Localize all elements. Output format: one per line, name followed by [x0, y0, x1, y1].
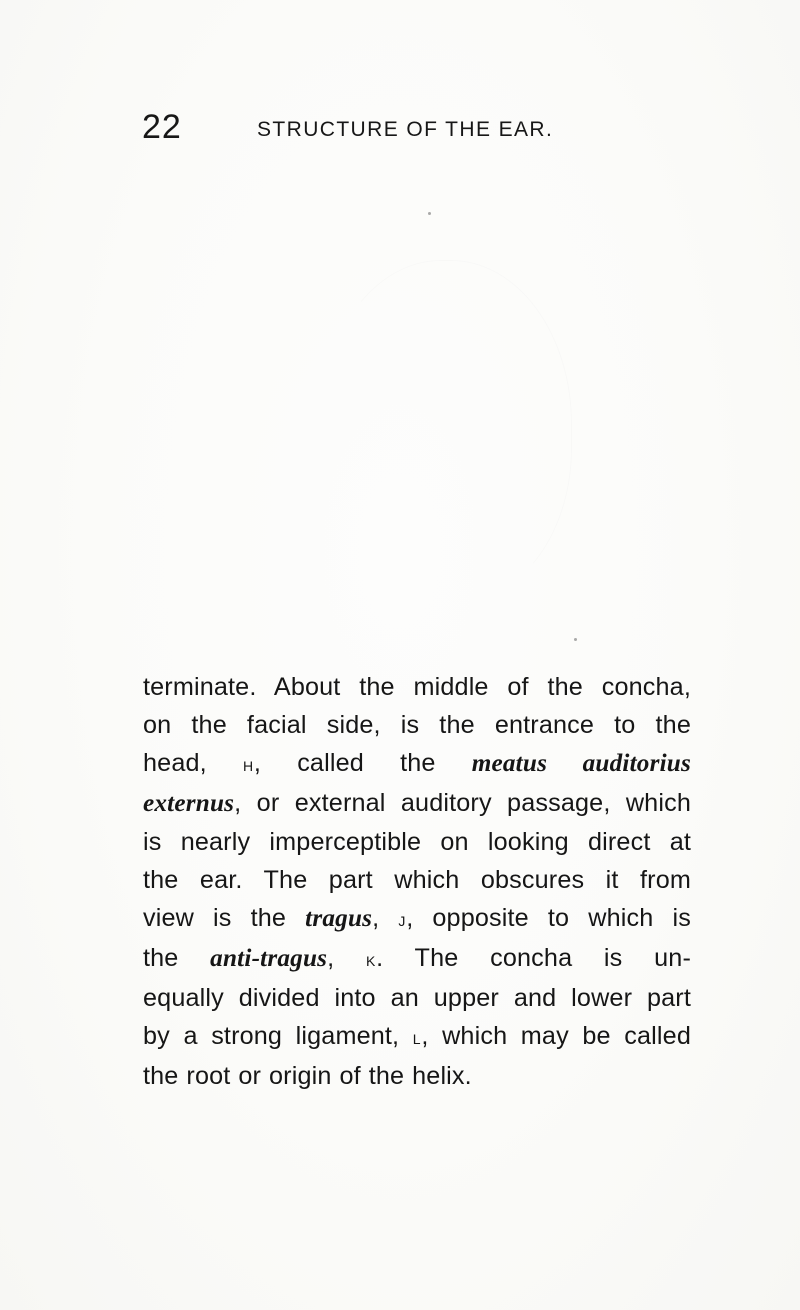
- blank-illustration-area: [260, 230, 640, 650]
- running-title: STRUCTURE OF THE EAR.: [257, 118, 554, 141]
- paper-speck: [428, 212, 431, 215]
- main-paragraph: [143, 668, 691, 1095]
- line-7-end: , opposite to which is: [406, 904, 691, 932]
- text-line-6: the ear. The part which obscures it from: [143, 866, 691, 894]
- paper-speck: [574, 638, 577, 641]
- line-3-middle: , called the: [253, 749, 472, 777]
- line-7-start: view is the: [143, 904, 306, 932]
- text-line-8: [143, 939, 691, 979]
- term-meatus-auditorius: meatus auditorius: [471, 750, 691, 777]
- term-anti-tragus: anti-tragus: [210, 945, 328, 972]
- figure-label-h: h: [242, 753, 254, 776]
- text-line-5: is nearly imperceptible on looking direct at: [143, 828, 691, 856]
- line-4-rest: , or external auditory passage, which: [234, 789, 691, 817]
- text-line-9: equally divided into an upper and lower part: [143, 984, 691, 1012]
- line-8-end: . The concha is un-: [376, 944, 691, 972]
- line-10-end: , which may be called: [421, 1022, 691, 1050]
- text-line-4: [143, 784, 691, 823]
- line-7-middle: ,: [372, 904, 399, 932]
- page-number: 22: [142, 108, 182, 146]
- faint-show-through-mark: [320, 260, 572, 602]
- line-8-start: the: [143, 944, 211, 972]
- text-line-7: [143, 899, 691, 939]
- line-3-start: head,: [143, 749, 243, 777]
- text-line-11: the root or origin of the helix.: [143, 1062, 472, 1090]
- text-line-10: [143, 1017, 691, 1057]
- figure-label-k: k: [366, 948, 377, 971]
- text-line-3: [143, 744, 691, 784]
- term-tragus: tragus: [305, 905, 373, 932]
- line-8-middle: ,: [327, 944, 367, 972]
- figure-label-l: l: [412, 1026, 422, 1049]
- text-line-1: terminate. About the middle of the concha,: [143, 673, 691, 701]
- text-line-2: on the facial side, is the entrance to the: [143, 711, 691, 739]
- term-externus: externus: [143, 790, 235, 817]
- figure-label-j: j: [398, 908, 407, 931]
- page-header: [142, 110, 692, 150]
- line-10-start: by a strong ligament,: [143, 1022, 413, 1050]
